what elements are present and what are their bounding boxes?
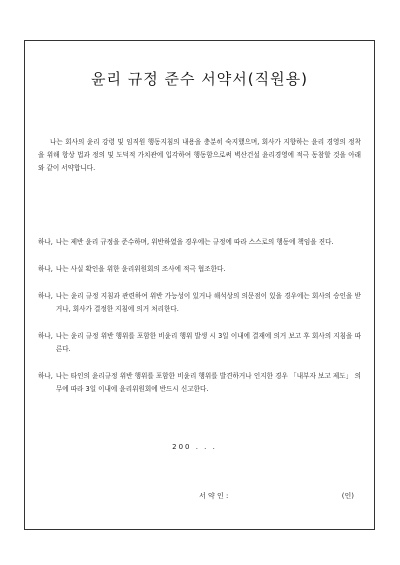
seal-label: (인)	[341, 492, 354, 500]
clause-text: 나는 제반 윤리 규정을 준수하며, 위반하였을 경우에는 규정에 따라 스스로의 행동에 책임을 진다.	[55, 238, 334, 246]
clause-item	[38, 236, 361, 249]
clause-item	[38, 370, 361, 396]
pledge-document-frame	[24, 40, 375, 530]
document-title: 윤리 규정 준수 서약서(직원용)	[91, 70, 308, 88]
clause-text: 나는 윤리 규정 지침과 관련하여 위반 가능성이 있거나 해석상의 의문점이 있을 경우에는 회사의 승인을 받거나, 회사가 결정한 지침에 의거 처리한다.	[55, 292, 361, 313]
intro-paragraph: 나는 회사의 윤리 강령 및 임직원 행동지침의 내용을 충분히 숙지했으며, 회사가 지향하는 윤리 경영의 정착을 위해 항상 법과 정의 및 도덕적 가치관에 입각하여 행동함으로써 벽산건설 윤리경영에 적극 동참할 것을 아래와 같이 서약합니다.	[38, 138, 361, 172]
clause-prefix: 하나,	[38, 265, 53, 273]
clause-prefix: 하나,	[38, 292, 53, 300]
clause-item	[38, 290, 361, 316]
clause-text: 나는 사실 확인을 위한 윤리위원회의 조사에 적극 협조한다.	[55, 265, 226, 273]
clause-item	[38, 330, 361, 356]
date-line: 200 . . .	[172, 443, 217, 451]
signature-label: 서 약 인 :	[199, 492, 229, 500]
clause-prefix: 하나,	[38, 372, 53, 380]
clause-list	[38, 236, 361, 410]
clause-text: 나는 윤리 규정 위반 행위를 포함한 비윤리 행위 발생 시 3일 이내에 결재에 의거 보고 후 회사의 지침을 따른다.	[55, 332, 361, 353]
signature-line	[199, 491, 354, 501]
clause-prefix: 하나,	[38, 238, 53, 246]
clause-item	[38, 263, 361, 276]
clause-text: 나는 타인의 윤리규정 위반 행위를 포함한 비윤리 행위를 발견하거나 인지한 경우 「내부자 보고 제도」 의무에 따라 3일 이내에 윤리위원회에 반드시 신고한다.	[55, 372, 361, 393]
clause-prefix: 하나,	[38, 332, 53, 340]
